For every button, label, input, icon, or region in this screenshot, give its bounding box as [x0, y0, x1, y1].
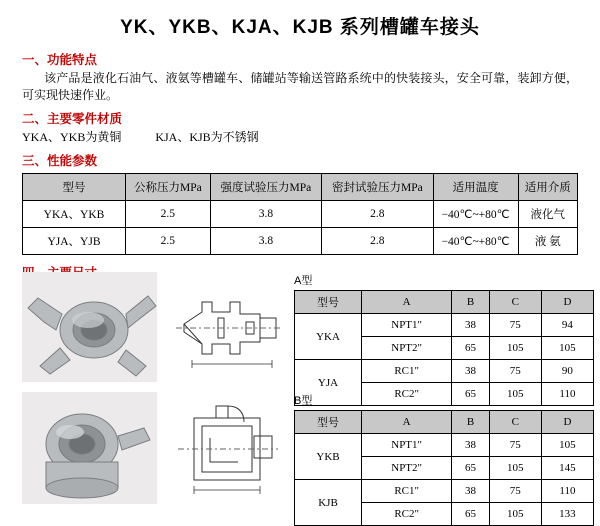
perf-r0-c0: YKA、YKB	[23, 201, 126, 228]
dimA-col-2: B	[452, 291, 489, 314]
perf-col-3: 密封试验压力MPa	[322, 174, 433, 201]
dimB-r1-c: 105	[489, 457, 541, 480]
dimB-r1-b: 65	[452, 457, 489, 480]
table-row	[295, 434, 594, 457]
dimA-r0-d: 94	[541, 314, 593, 337]
dimA-r2-d: 90	[541, 360, 593, 383]
dimA-col-1: A	[362, 291, 452, 314]
perf-r1-c2: 3.8	[210, 228, 321, 255]
dimA-r0-b: 38	[452, 314, 489, 337]
dim-table-b-label: B型	[294, 395, 313, 407]
dimA-r2-b: 38	[452, 360, 489, 383]
dimB-col-0: 型号	[295, 411, 362, 434]
section-1-heading: 一、功能特点	[22, 53, 98, 67]
perf-r0-c5: 液化气	[518, 201, 577, 228]
dimA-r2-c: 75	[489, 360, 541, 383]
dimA-r1-d: 105	[541, 337, 593, 360]
section-1-text	[22, 70, 578, 104]
dimA-r3-a: RC2"	[362, 383, 452, 406]
dimB-r2-b: 38	[452, 480, 489, 503]
perf-col-0: 型号	[23, 174, 126, 201]
material-steel: KJA、KJB为不锈钢	[155, 130, 259, 144]
dimB-col-1: A	[362, 411, 452, 434]
dimB-r1-d: 145	[541, 457, 593, 480]
table-header-row	[295, 411, 594, 434]
dimA-r1-a: NPT2"	[362, 337, 452, 360]
dimB-r0-a: NPT1"	[362, 434, 452, 457]
dimB-r2-d: 110	[541, 480, 593, 503]
perf-r0-c4: −40℃~+80℃	[433, 201, 518, 228]
perf-col-1: 公称压力MPa	[126, 174, 211, 201]
dimB-r3-d: 133	[541, 503, 593, 526]
perf-r1-c3: 2.8	[322, 228, 433, 255]
dimA-col-4: D	[541, 291, 593, 314]
dim-table-b-wrapper	[294, 392, 594, 526]
perf-r1-c0: YJA、YJB	[23, 228, 126, 255]
page-title: YK、YKB、KJA、KJB 系列槽罐车接头	[120, 17, 480, 38]
performance-table	[22, 173, 578, 255]
dimA-r3-d: 110	[541, 383, 593, 406]
dimA-r1-b: 65	[452, 337, 489, 360]
dimB-col-3: C	[489, 411, 541, 434]
perf-r0-c2: 3.8	[210, 201, 321, 228]
dimB-r3-c: 105	[489, 503, 541, 526]
dimA-r1-c: 105	[489, 337, 541, 360]
dimA-model-1: YJA	[295, 360, 362, 406]
dimA-r3-c: 105	[489, 383, 541, 406]
table-header-row	[295, 291, 594, 314]
perf-r0-c1: 2.5	[126, 201, 211, 228]
dimB-r2-c: 75	[489, 480, 541, 503]
section-2-heading: 二、主要零件材质	[22, 112, 123, 126]
dimB-r1-a: NPT2"	[362, 457, 452, 480]
perf-r1-c4: −40℃~+80℃	[433, 228, 518, 255]
perf-col-2: 强度试验压力MPa	[210, 174, 321, 201]
dimA-r0-a: NPT1"	[362, 314, 452, 337]
dimB-col-4: D	[541, 411, 593, 434]
perf-col-4: 适用温度	[433, 174, 518, 201]
section-3-heading: 三、性能参数	[22, 154, 98, 168]
dim-table-a	[294, 290, 594, 406]
dimA-r0-c: 75	[489, 314, 541, 337]
dimB-r2-a: RC1"	[362, 480, 452, 503]
perf-r1-c5: 液 氨	[518, 228, 577, 255]
table-header-row	[23, 174, 578, 201]
perf-r0-c3: 2.8	[322, 201, 433, 228]
table-row	[295, 480, 594, 503]
material-brass: YKA、YKB为黄铜	[22, 130, 122, 144]
dim-table-b	[294, 410, 594, 526]
coupling-photo-b	[22, 392, 157, 504]
table-row	[295, 360, 594, 383]
dimB-r0-d: 105	[541, 434, 593, 457]
dim-table-a-wrapper	[294, 272, 594, 406]
coupling-drawing-b	[168, 392, 286, 504]
table-row	[23, 228, 578, 255]
coupling-drawing-a	[168, 272, 286, 382]
table-row	[295, 314, 594, 337]
dimB-r3-a: RC2"	[362, 503, 452, 526]
perf-col-5: 适用介质	[518, 174, 577, 201]
dimB-col-2: B	[452, 411, 489, 434]
dimB-model-1: KJB	[295, 480, 362, 526]
coupling-photo-a	[22, 272, 157, 382]
dimA-r3-b: 65	[452, 383, 489, 406]
dim-table-a-label: A型	[294, 275, 313, 287]
dimB-model-0: YKB	[295, 434, 362, 480]
dimA-col-0: 型号	[295, 291, 362, 314]
dimB-r0-c: 75	[489, 434, 541, 457]
dimA-r2-a: RC1"	[362, 360, 452, 383]
dimB-r3-b: 65	[452, 503, 489, 526]
dimB-r0-b: 38	[452, 434, 489, 457]
section-1-body: 该产品是液化石油气、液氨等槽罐车、储罐站等输送管路系统中的快装接头，安全可靠，装卸方便，可实现快速作业。	[22, 71, 578, 102]
perf-r1-c1: 2.5	[126, 228, 211, 255]
section-2-text	[22, 129, 600, 146]
dimA-col-3: C	[489, 291, 541, 314]
table-row	[23, 201, 578, 228]
dimA-model-0: YKA	[295, 314, 362, 360]
